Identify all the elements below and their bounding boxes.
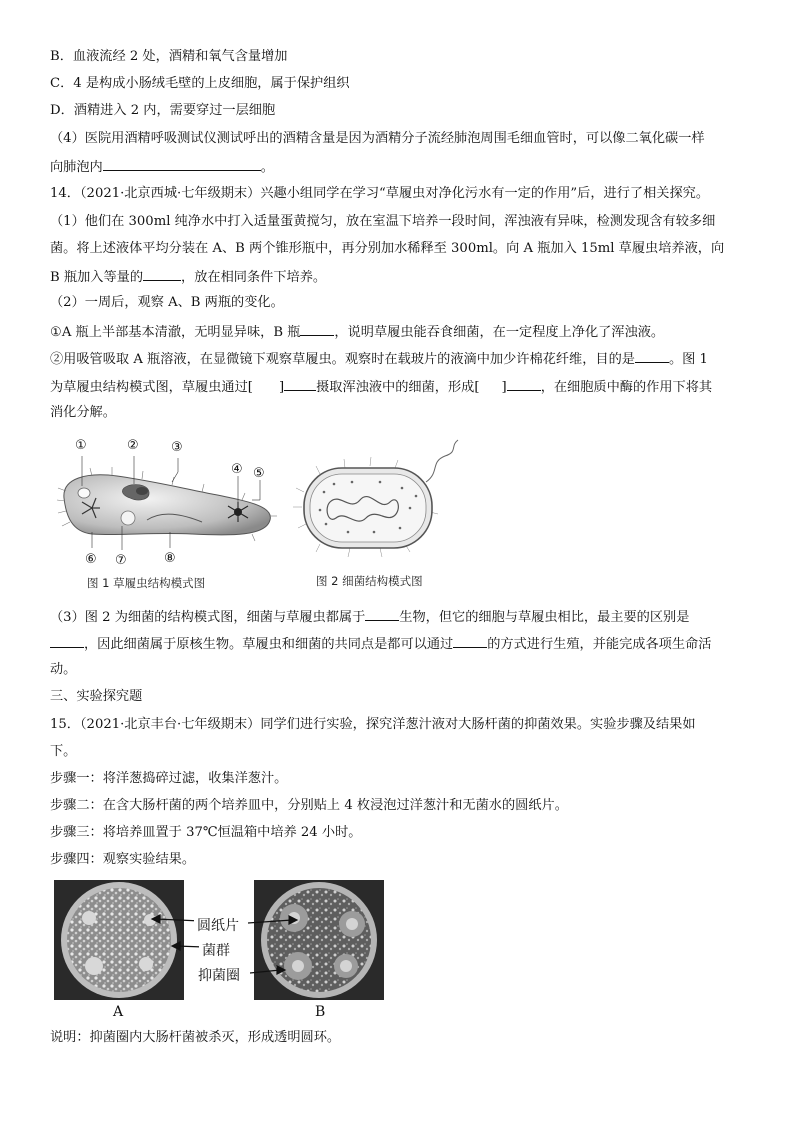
- q14-p1-text-a: B 瓶加入等量的: [50, 270, 144, 285]
- fig1-label-2: ②: [127, 438, 139, 453]
- fig1-label-1: ①: [75, 438, 87, 453]
- q15-step2: 步骤二：在含大肠杆菌的两个培养皿中，分别贴上 4 枚浸泡过洋葱汁和无菌水的圆纸片。: [50, 798, 568, 813]
- paramecium-figure: [52, 436, 282, 566]
- q14-p3-text-c: ，因此细菌属于原核生物。草履虫和细菌的共同点是都可以通过: [84, 637, 454, 652]
- q13-part4-end: 。: [260, 160, 274, 175]
- option-c: C．4 是构成小肠绒毛壁的上皮细胞，属于保护组织: [50, 76, 350, 91]
- q15-step3: 步骤三：将培养皿置于 37℃恒温箱中培养 24 小时。: [50, 825, 362, 840]
- fig1-label-6: ⑥: [85, 552, 97, 567]
- q14-p3-text-b: 生物，但它的细胞与草履虫相比，最主要的区别是: [399, 610, 690, 625]
- q14-p3-text-a: （3）图 2 为细菌的结构模式图，细菌与草履虫都属于: [50, 610, 366, 625]
- answer-blank[interactable]: [284, 377, 316, 391]
- q14-p3-line3: 动。: [50, 662, 77, 677]
- answer-blank[interactable]: [365, 607, 399, 621]
- q13-part4-line1: （4）医院用酒精呼吸测试仪测试呼出的酒精含量是因为酒精分子流经肺泡周围毛细血管时，可以像二氧化碳一样: [50, 131, 705, 146]
- fig1-label-5: ⑤: [253, 466, 265, 481]
- q14-p2-text-a: 为草履虫结构模式图，草履虫通过[: [50, 380, 253, 395]
- option-d: D．酒精进入 2 内，需要穿过一层细胞: [50, 103, 276, 118]
- label-paper-disc: 圆纸片: [197, 918, 239, 934]
- fig2-caption: 图 2 细菌结构模式图: [316, 574, 423, 588]
- answer-blank[interactable]: [143, 267, 181, 281]
- q14-p2-item1-a: ①A 瓶上半部基本清澈，无明显异味，B 瓶: [50, 325, 301, 340]
- section-heading: 三、实验探究题: [50, 689, 143, 704]
- label-colony: 菌群: [202, 943, 230, 959]
- q14-p2-item2: [50, 349, 708, 369]
- dish-a-label: A: [113, 1004, 124, 1020]
- dish-b-label: B: [315, 1004, 326, 1020]
- q14-p2-text-e: ，在细胞质中酶的作用下将其: [540, 380, 713, 395]
- q15-step1: 步骤一：将洋葱捣碎过滤，收集洋葱汁。: [50, 771, 288, 786]
- q14-p3-text-d: 的方式进行生殖，并能完成各项生命活: [487, 637, 712, 652]
- q14-p3-line2: [50, 634, 711, 654]
- option-b: B．血液流经 2 处，酒精和氧气含量增加: [50, 49, 288, 64]
- label-inhibition-ring: 抑菌圈: [198, 968, 240, 984]
- q14-p2-item2-line2: [50, 377, 712, 397]
- q14-p1-text-b: ，放在相同条件下培养。: [181, 270, 327, 285]
- q14-p2-text-b: ]: [278, 380, 285, 395]
- bacterium-figure: [290, 452, 470, 562]
- q13-part4-line2: [50, 157, 274, 177]
- q14-p3-line1: [50, 607, 689, 627]
- q15-stem-line2: 下。: [50, 744, 77, 759]
- answer-blank[interactable]: [635, 349, 669, 363]
- fig1-label-8: ⑧: [164, 551, 176, 566]
- q15-step4: 步骤四：观察实验结果。: [50, 852, 196, 867]
- q14-p2-text-c: 摄取浑浊液中的细菌，形成[: [316, 380, 480, 395]
- answer-blank[interactable]: [103, 157, 261, 171]
- answer-blank[interactable]: [453, 634, 487, 648]
- q14-p2: （2）一周后，观察 A、B 两瓶的变化。: [50, 295, 284, 310]
- q14-p1-line3: [50, 267, 326, 287]
- q14-p1-line1: （1）他们在 300ml 纯净水中打入适量蛋黄搅匀，放在室温下培养一段时间，浑浊液有异味，检测发现含有较多细: [50, 214, 716, 229]
- q14-p2-item2-line3: 消化分解。: [50, 405, 116, 420]
- q13-part4-text: 向肺泡内: [50, 160, 103, 175]
- fig1-caption: 图 1 草履虫结构模式图: [87, 576, 206, 590]
- fig1-label-4: ④: [231, 462, 243, 477]
- q14-p1-line2: 菌。将上述液体平均分装在 A、B 两个锥形瓶中，再分别加水稀释至 300ml。向 A 瓶加入 15ml 草履虫培养液，向: [50, 241, 725, 256]
- q14-p2-item2-a: ②用吸管吸取 A 瓶溶液，在显微镜下观察草履虫。观察时在载玻片的液滴中加少许棉花纤维，目的是: [50, 352, 635, 367]
- q14-p2-text-d: ]: [501, 380, 507, 395]
- fig1-label-7: ⑦: [115, 553, 127, 568]
- answer-blank[interactable]: [50, 634, 84, 648]
- answer-blank[interactable]: [507, 377, 541, 391]
- q15-note: 说明：抑菌圈内大肠杆菌被杀灭，形成透明圆环。: [50, 1030, 341, 1045]
- q14-p2-item2-b: 。图 1: [668, 352, 708, 367]
- q15-stem-line1: 15．（2021·北京丰台·七年级期末）同学们进行实验，探究洋葱汁液对大肠杆菌的抑菌效果。实验步骤及结果如: [50, 717, 696, 732]
- q14-p2-item1: [50, 322, 664, 342]
- fig1-label-3: ③: [171, 440, 183, 455]
- q14-p2-item1-b: ，说明草履虫能吞食细菌，在一定程度上净化了浑浊液。: [334, 325, 665, 340]
- answer-blank[interactable]: [300, 322, 334, 336]
- q14-stem: 14．（2021·北京西城·七年级期末）兴趣小组同学在学习“草履虫对净化污水有一定的作用”后，进行了相关探究。: [50, 186, 710, 201]
